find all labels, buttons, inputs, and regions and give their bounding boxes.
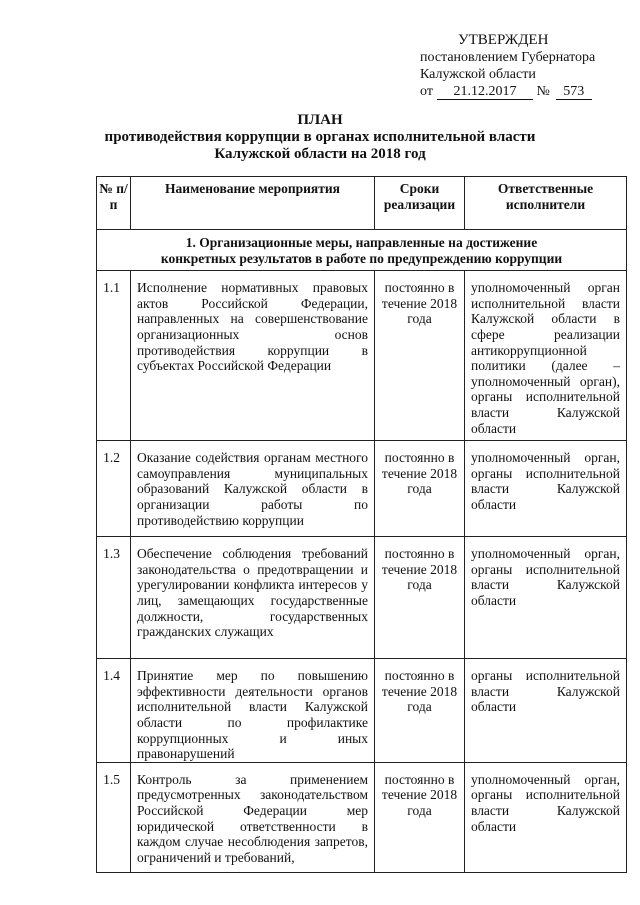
table-row <box>97 271 627 441</box>
table-row <box>97 659 627 763</box>
row-responsible: уполномоченный орган, органы исполнительной власти Калужской области <box>465 441 627 537</box>
table-row <box>97 537 627 659</box>
row-num: 1.3 <box>97 537 131 659</box>
row-action: Оказание содействия органам местного самоуправления муниципальных образований Калужской области в организации работы по противодействию коррупции <box>131 441 375 537</box>
from-label: от <box>420 84 433 99</box>
row-action: Контроль за применением предусмотренных законодательством Российской Федерации мер юридической ответственности в каждом случае несоблюдения запретов, ограничений и требований, <box>131 762 375 872</box>
table-row <box>97 441 627 537</box>
section-title-line-2: конкретных результатов в работе по предупреждению коррупции <box>160 250 563 266</box>
plan-subtitle-1: противодействия коррупции в органах исполнительной власти <box>104 129 536 145</box>
row-num: 1.5 <box>97 762 131 872</box>
row-term: постоянно в течение 2018 года <box>375 441 465 537</box>
number-label: № <box>536 84 550 99</box>
approval-date: 21.12.2017 <box>437 84 533 100</box>
row-term: постоянно в течение 2018 года <box>375 271 465 441</box>
row-term: постоянно в течение 2018 года <box>375 659 465 763</box>
row-action: Принятие мер по повышению эффективности деятельности органов исполнительной власти Калужской области по профилактике коррупционных и иных правонарушений <box>131 659 375 763</box>
row-term: постоянно в течение 2018 года <box>375 537 465 659</box>
approval-block <box>420 32 620 100</box>
plan-title: ПЛАН <box>297 112 343 128</box>
row-action: Обеспечение соблюдения требований законодательства о предотвращении и урегулировании конфликта интересов у лиц, замещающих государственные должности, государственных гражданских служащих <box>131 537 375 659</box>
table-header-row <box>97 177 627 230</box>
header-term: Сроки реализации <box>375 177 465 230</box>
approval-number: 573 <box>556 84 592 100</box>
row-responsible: органы исполнительной власти Калужской области <box>465 659 627 763</box>
plan-subtitle-2: Калужской области на 2018 год <box>214 146 426 162</box>
header-action: Наименование мероприятия <box>131 177 375 230</box>
section-title <box>97 230 627 271</box>
approval-line-1: постановлением Губернатора <box>420 50 596 65</box>
row-num: 1.1 <box>97 271 131 441</box>
row-responsible: уполномоченный орган исполнительной власти Калужской области в сфере реализации антикоррупционной политики (далее – уполномоченный орган), органы исполнительной власти Калужской области <box>465 271 627 441</box>
approval-title: УТВЕРЖДЕН <box>458 32 549 48</box>
table-row <box>97 762 627 872</box>
row-term: постоянно в течение 2018 года <box>375 762 465 872</box>
header-responsible: Ответственные исполнители <box>465 177 627 230</box>
approval-line-2: Калужской области <box>420 67 536 82</box>
row-num: 1.2 <box>97 441 131 537</box>
plan-table <box>96 176 627 873</box>
approval-date-line <box>420 83 620 100</box>
plan-heading <box>0 112 640 163</box>
header-num: № п/п <box>97 177 131 230</box>
row-responsible: уполномоченный орган, органы исполнительной власти Калужской области <box>465 762 627 872</box>
section-row <box>97 230 627 271</box>
section-title-line-1: 1. Организационные меры, направленные на достижение <box>185 235 538 250</box>
row-responsible: уполномоченный орган, органы исполнительной власти Калужской области <box>465 537 627 659</box>
row-num: 1.4 <box>97 659 131 763</box>
row-action: Исполнение нормативных правовых актов Российской Федерации, направленных на совершенствование организационных основ противодействия коррупции в субъектах Российской Федерации <box>131 271 375 441</box>
